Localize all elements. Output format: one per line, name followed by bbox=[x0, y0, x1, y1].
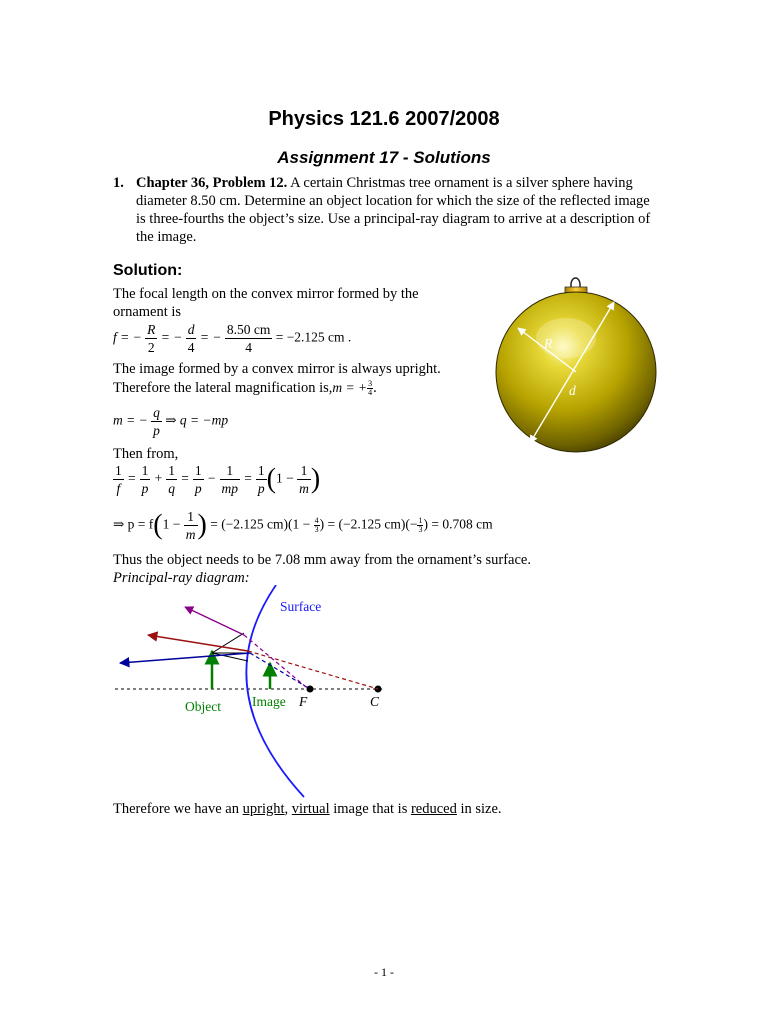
intro-line-1: The focal length on the convex mirror formed by the bbox=[113, 286, 419, 302]
label-diameter: d bbox=[569, 383, 576, 398]
eq3-f4d: p bbox=[194, 481, 202, 496]
label-surface: Surface bbox=[280, 599, 322, 614]
mag-expression: m = + bbox=[332, 380, 368, 395]
reflected-ray-purple bbox=[185, 607, 244, 635]
eq4-paren-close: ) bbox=[197, 509, 207, 541]
virtual-ray-purple bbox=[244, 635, 306, 687]
conclusion-text: Thus the object needs to be 7.08 mm away from the ornament’s surface. bbox=[113, 552, 531, 568]
label-radius: R bbox=[544, 336, 553, 351]
eq1-r-num: R bbox=[147, 322, 156, 337]
virtual-ray-red bbox=[248, 651, 378, 689]
eq3-f6d: p bbox=[257, 481, 265, 496]
label-image: Image bbox=[252, 694, 286, 709]
eq3-frac-2 bbox=[140, 462, 151, 497]
mag-num: 3 bbox=[368, 379, 373, 389]
final-word-upright: upright bbox=[242, 801, 285, 817]
eq4-part3: = (−2.125 cm)(− bbox=[327, 516, 418, 532]
magnification-equation bbox=[113, 404, 228, 439]
eq1-mid2: = − bbox=[199, 329, 222, 345]
eq1-fraction-r bbox=[145, 321, 157, 356]
eq1-v-den: 4 bbox=[225, 338, 273, 356]
final-word-reduced: reduced bbox=[410, 801, 457, 817]
eq3-frac-7 bbox=[297, 462, 311, 497]
eq3-f3d: q bbox=[168, 481, 175, 496]
upright-line-2 bbox=[113, 379, 377, 397]
final-statement bbox=[113, 800, 502, 818]
eq1-d-num: d bbox=[187, 322, 195, 337]
eq2-rhs: ⇒ q = −mp bbox=[165, 412, 229, 428]
eq2-den: p bbox=[153, 423, 160, 438]
upright-line-1: The image formed by a convex mirror is always upright. bbox=[113, 361, 441, 377]
problem-statement bbox=[113, 174, 658, 246]
final-comma: , bbox=[284, 801, 292, 817]
eq3-f5n: 1 bbox=[226, 463, 234, 478]
eq4-in-den: m bbox=[185, 527, 196, 542]
mag-den: 4 bbox=[368, 388, 373, 398]
eq4-in-num: 1 bbox=[187, 509, 194, 524]
eq3-minus: − bbox=[203, 470, 220, 486]
eq3-f1d: f bbox=[113, 479, 124, 497]
eq4-one: 1 − bbox=[162, 516, 184, 532]
eq4-part2: = (−2.125 cm) bbox=[210, 516, 289, 532]
page-number: - 1 - bbox=[374, 965, 394, 979]
reflected-ray-blue bbox=[120, 653, 250, 663]
eq1-v-num: 8.50 cm bbox=[226, 322, 271, 337]
page-title: Physics 121.6 2007/2008 bbox=[268, 108, 500, 130]
object-distance-equation bbox=[113, 508, 493, 543]
final-post: in size. bbox=[456, 801, 502, 817]
eq3-plus: + bbox=[150, 470, 167, 486]
eq1-r-den: 2 bbox=[145, 338, 157, 356]
eq4-bracket-open: (1 − bbox=[288, 516, 314, 532]
label-object: Object bbox=[185, 699, 221, 714]
eq3-f7d: m bbox=[299, 481, 309, 496]
eq1-d-den: 4 bbox=[187, 340, 195, 355]
eq3-f5d: mp bbox=[221, 481, 238, 496]
eq1-fraction-value bbox=[225, 321, 273, 356]
page-subtitle: Assignment 17 - Solutions bbox=[277, 148, 491, 167]
diagram-heading: Principal-ray diagram: bbox=[113, 570, 250, 586]
eq3-f2n: 1 bbox=[141, 463, 149, 478]
problem-text: A certain Christmas tree ornament is a silver sphere having diameter 8.50 cm. Determine an object location for which the size of the reflected image is three-fourths the object’s size. Use a principal-ray diagram to arrive at a description of the image. bbox=[136, 175, 651, 245]
eq3-paren-open: ( bbox=[266, 463, 276, 495]
eq3-f4n: 1 bbox=[194, 463, 202, 478]
upright-line-2-text: Therefore the lateral magnification is, bbox=[113, 380, 333, 396]
eq3-one: 1 − bbox=[275, 470, 298, 486]
focal-length-equation bbox=[113, 321, 351, 356]
eq3-frac-1 bbox=[113, 462, 124, 497]
final-word-virtual: virtual bbox=[291, 801, 330, 817]
then-from: Then from, bbox=[113, 446, 179, 462]
eq2-lhs: m = − bbox=[113, 412, 148, 428]
label-focal-point: F bbox=[299, 694, 308, 709]
mag-end: . bbox=[373, 380, 377, 396]
eq4-s2n: 1 bbox=[418, 516, 423, 525]
eq4-part4: ) = 0.708 cm bbox=[423, 516, 493, 532]
eq3-eq-3: = bbox=[240, 470, 256, 486]
mirror-surface bbox=[246, 585, 304, 797]
label-center-point: C bbox=[370, 694, 380, 709]
eq1-lhs: f = − bbox=[113, 329, 142, 345]
eq3-eq-1: = bbox=[123, 470, 140, 486]
eq1-fraction-d bbox=[186, 321, 197, 356]
eq3-eq-2: = bbox=[177, 470, 193, 486]
eq3-frac-3 bbox=[166, 462, 177, 497]
eq3-f7n: 1 bbox=[300, 463, 308, 478]
eq1-mid: = − bbox=[160, 329, 183, 345]
eq3-frac-6 bbox=[256, 462, 267, 497]
eq3-f2d: p bbox=[141, 481, 149, 496]
final-pre: Therefore we have an bbox=[113, 801, 243, 817]
eq3-f3n: 1 bbox=[168, 463, 175, 478]
eq2-fraction bbox=[151, 404, 162, 439]
eq3-f1n: 1 bbox=[115, 463, 122, 478]
eq4-s1n: 4 bbox=[314, 516, 319, 525]
final-mid: image that is bbox=[329, 801, 411, 817]
eq2-num: q bbox=[153, 405, 160, 420]
virtual-ray-blue bbox=[250, 653, 310, 689]
ornament-illustration bbox=[486, 266, 666, 466]
mirror-equation bbox=[113, 462, 320, 497]
intro-line-2: ornament is bbox=[113, 304, 182, 320]
eq3-f6n: 1 bbox=[257, 463, 265, 478]
ornament-hook bbox=[571, 278, 580, 287]
eq4-s2d: 3 bbox=[418, 525, 423, 534]
eq4-frac bbox=[184, 508, 198, 543]
eq4-bracket-close: ) bbox=[319, 516, 325, 532]
eq4-paren-open: ( bbox=[153, 509, 163, 541]
eq1-result: = −2.125 cm . bbox=[275, 329, 352, 345]
eq3-frac-5 bbox=[220, 462, 241, 497]
reflected-ray-red bbox=[148, 635, 248, 651]
problem-lead: Chapter 36, Problem 12. bbox=[136, 175, 288, 191]
problem-number: 1. bbox=[113, 175, 124, 191]
eq3-frac-4 bbox=[193, 462, 204, 497]
solution-heading: Solution: bbox=[113, 262, 183, 279]
eq3-paren-close: ) bbox=[310, 463, 321, 495]
eq4-start: ⇒ p = f bbox=[113, 516, 154, 532]
eq4-s1d: 3 bbox=[314, 525, 319, 534]
